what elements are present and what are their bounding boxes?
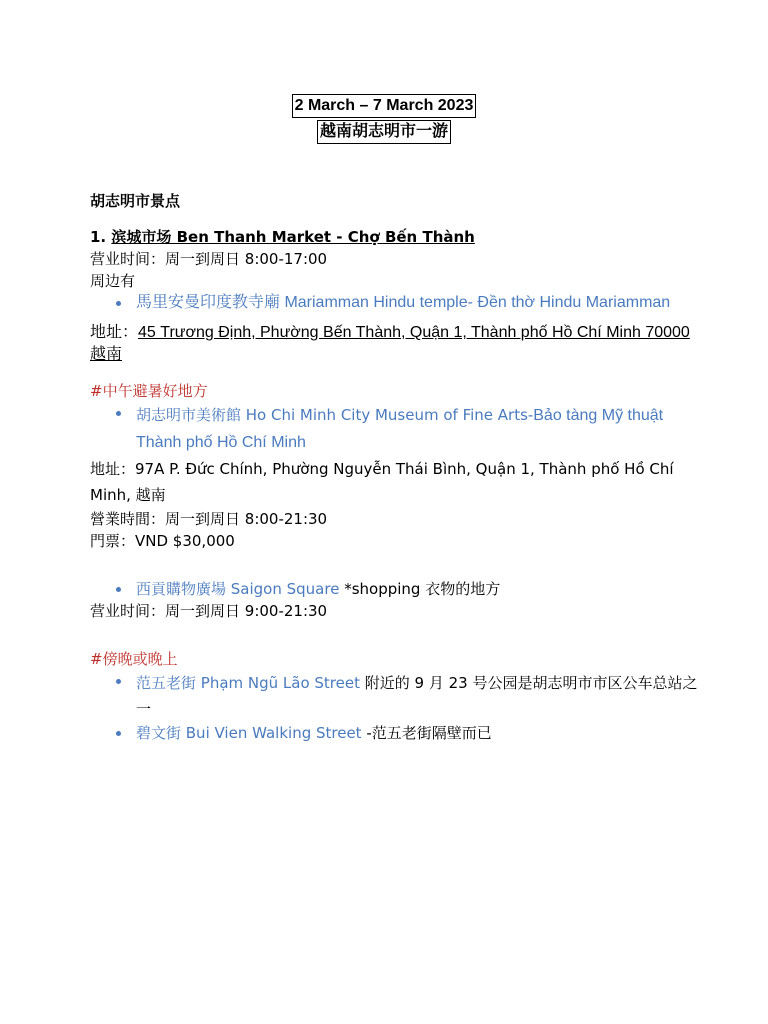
museum-address <box>90 456 700 508</box>
attractions-heading: 胡志明市景点 <box>90 192 181 210</box>
museum-address-text: 97A P. Đức Chính, Phường Nguyễn Thái Bình, Quận 1, Thành phố Hồ Chí Minh, 越南 <box>90 460 674 504</box>
title-block <box>0 94 768 144</box>
trip-title: 越南胡志明市一游 <box>317 120 451 144</box>
saigon-square-item <box>136 578 700 600</box>
bui-vien-item <box>136 722 700 744</box>
item-number: 1. <box>90 228 112 246</box>
nearby-item-mariamman: 馬里安曼印度教寺廟 Mariamman Hindu temple- Đền thờ Hindu Mariamman <box>136 292 700 314</box>
museum-ticket: 門票：VND $30,000 <box>90 532 235 550</box>
saigon-square-hours: 营业时间：周一到周日 9:00-21:30 <box>90 602 328 620</box>
museum-hours: 營業時間：周一到周日 8:00-21:30 <box>90 510 328 528</box>
saigon-square-note: *shopping 衣物的地方 <box>344 580 501 598</box>
nearby-label: 周边有 <box>90 272 136 290</box>
shopping-list <box>90 578 700 600</box>
ben-thanh-address <box>90 322 700 366</box>
bui-vien-name: 碧文街 Bui Vien Walking Street <box>136 724 362 742</box>
evening-list <box>90 670 700 744</box>
pham-ngu-lao-note: 附近的 9 月 23 号公园是胡志明市市区公车总站之一 <box>136 674 698 718</box>
saigon-square-name: 西貢購物廣場 Saigon Square <box>136 580 345 598</box>
pham-ngu-lao-item <box>136 670 700 722</box>
address-text: 45 Trương Định, Phường Bến Thành, Quận 1, Thành phố Hồ Chí Minh 70000 越南 <box>90 324 690 363</box>
museum-address-label: 地址： <box>90 460 136 478</box>
evening-heading: #傍晚或晚上 <box>90 650 178 668</box>
pham-ngu-lao-name: 范五老街 Phạm Ngũ Lão Street <box>136 674 360 692</box>
document-body <box>90 190 700 744</box>
ben-thanh-name: 滨城市场 Ben Thanh Market - Chợ Bến Thành <box>111 228 475 246</box>
nearby-list <box>90 292 700 314</box>
ben-thanh-title <box>90 226 700 248</box>
museum-name-en: Ho Chi Minh City Museum of Fine Arts <box>245 406 528 424</box>
address-label: 地址： <box>90 324 139 341</box>
museum-item <box>136 402 700 456</box>
date-range-title: 2 March – 7 March 2023 <box>292 94 477 118</box>
noon-list <box>90 402 700 456</box>
bui-vien-note: -范五老街隔壁而已 <box>361 724 492 742</box>
museum-name-cn: 胡志明市美術館 <box>136 406 246 424</box>
museum-name-vn: -Bảo tàng Mỹ thuật Thành phố Hồ Chí Minh <box>136 407 664 451</box>
noon-heading: #中午避暑好地方 <box>90 382 208 400</box>
ben-thanh-hours: 营业时间：周一到周日 8:00-17:00 <box>90 250 328 268</box>
